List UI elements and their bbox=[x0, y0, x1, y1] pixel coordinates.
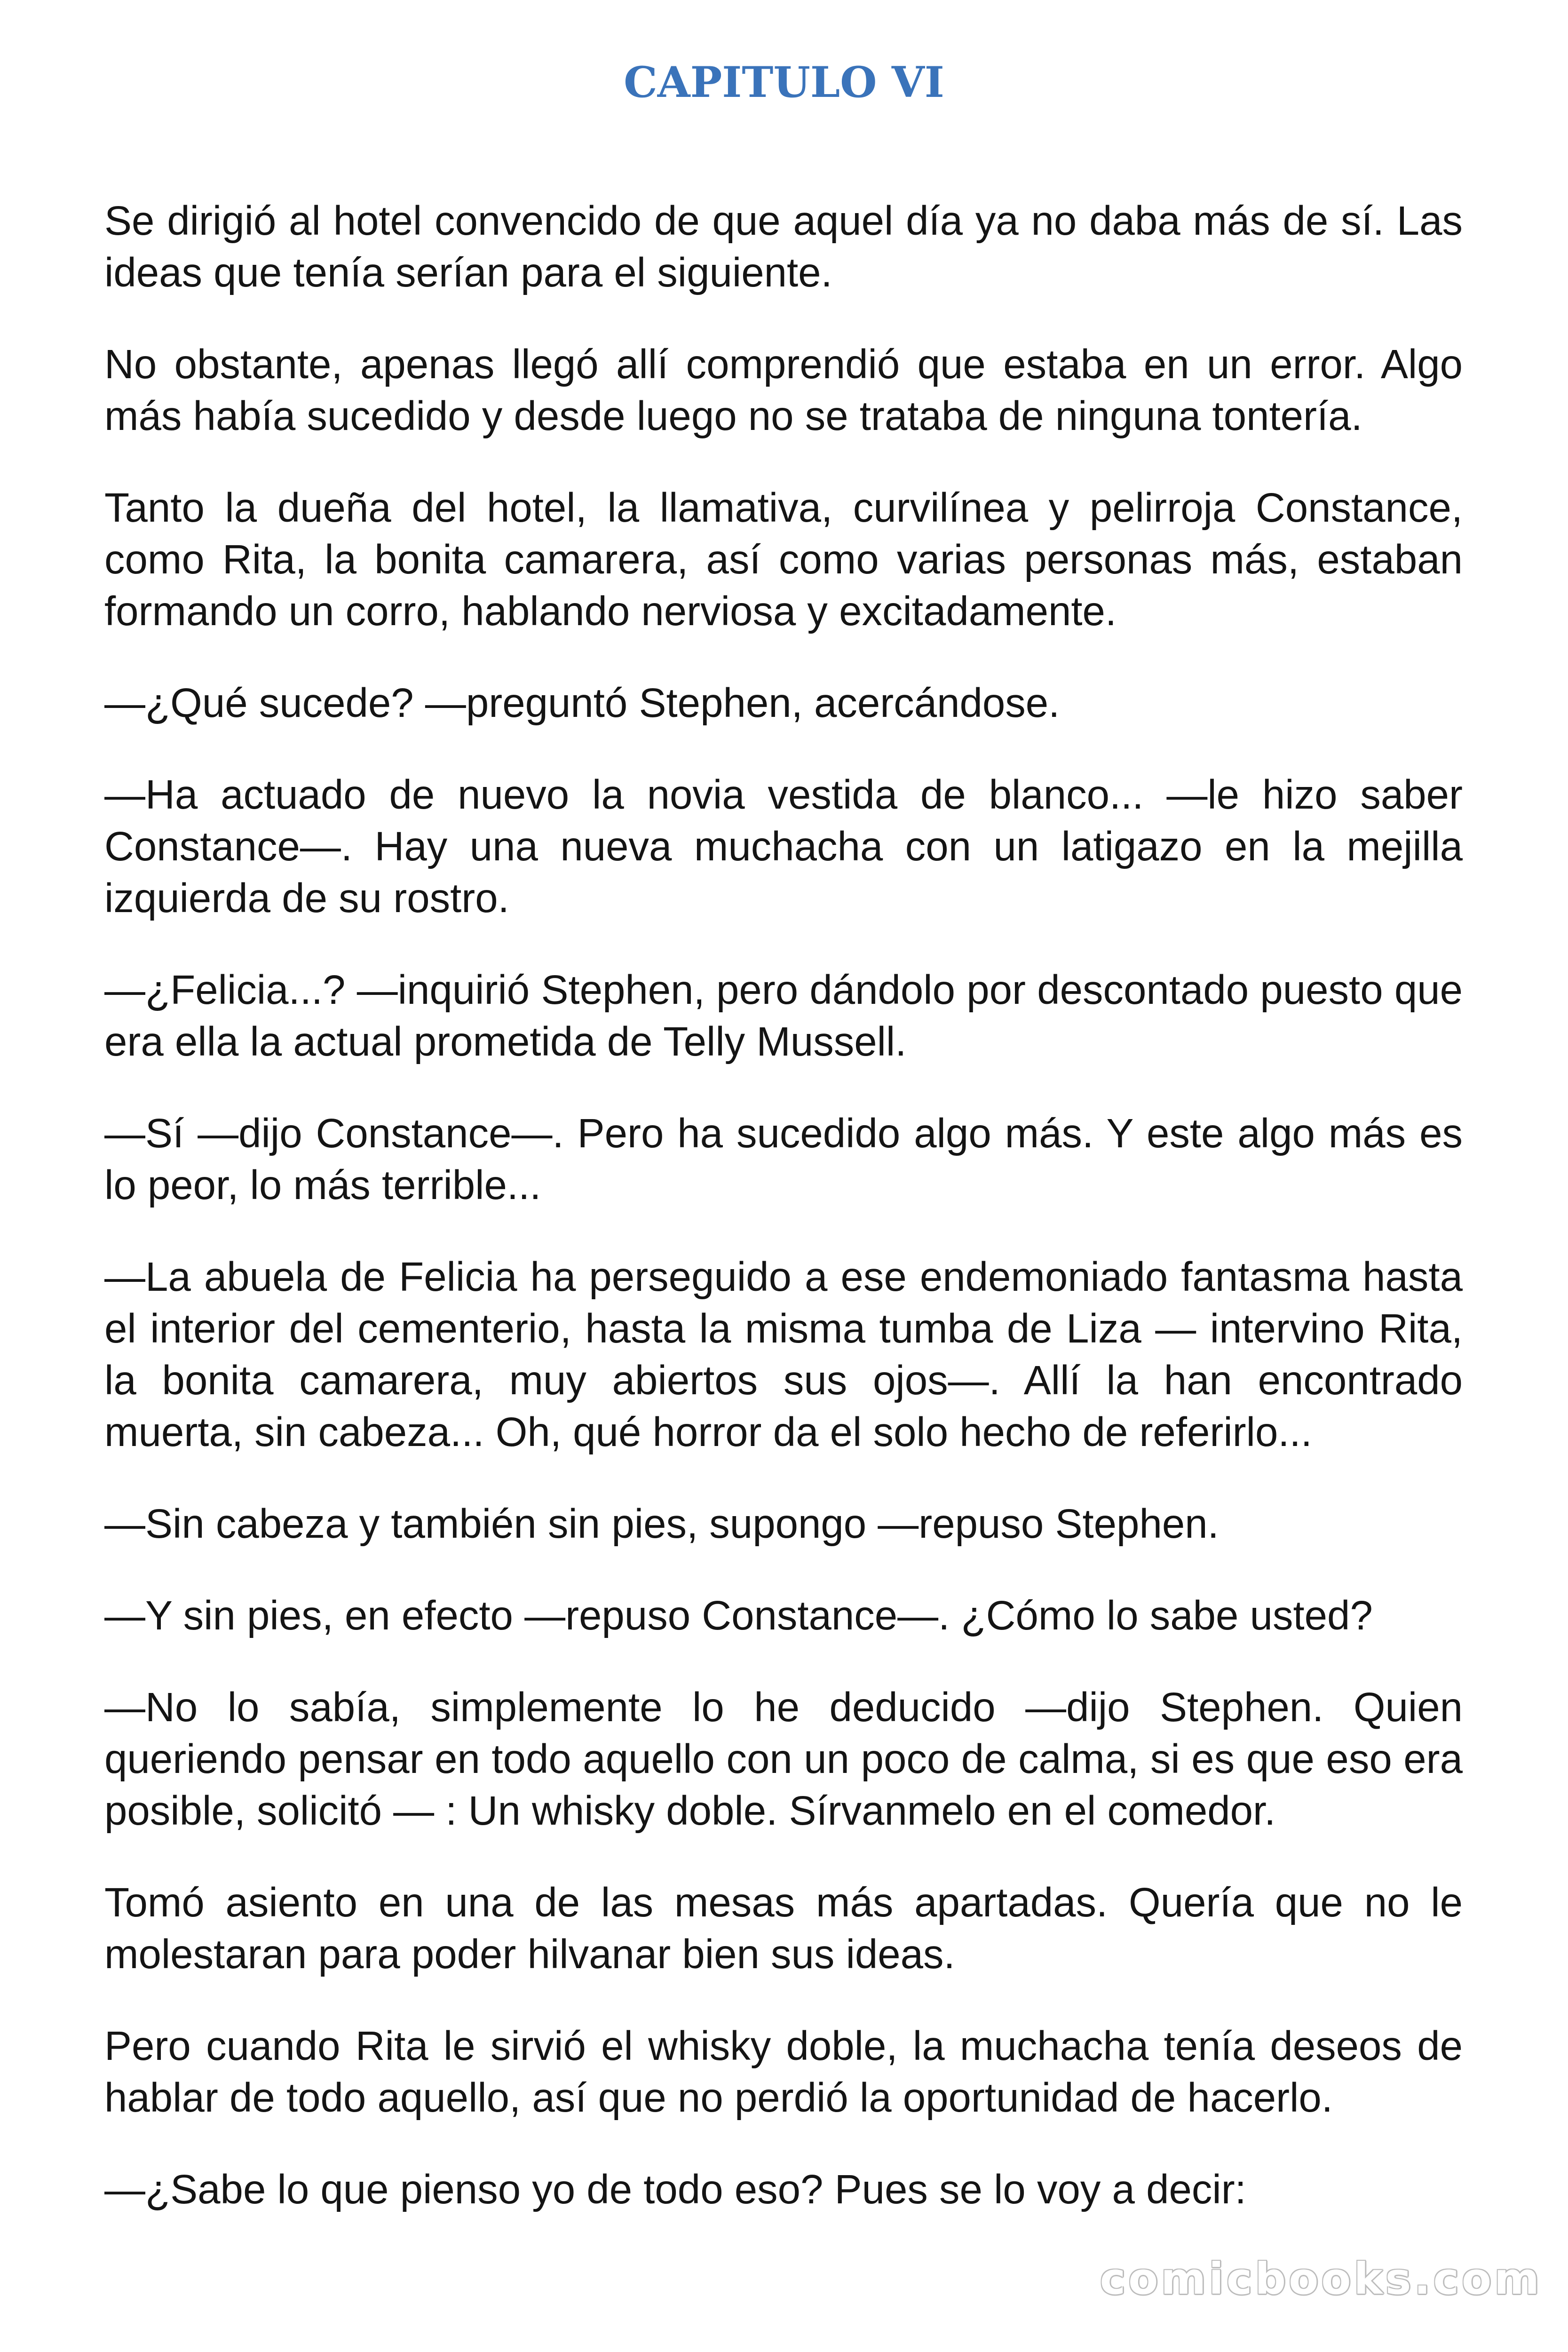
watermark: comicbooks.com bbox=[1100, 2254, 1542, 2304]
chapter-title: CAPITULO VI bbox=[624, 57, 944, 107]
paragraph: —Sin cabeza y también sin pies, supongo —repuso Stephen. bbox=[104, 1501, 1219, 1547]
paragraph: —La abuela de Felicia ha perseguido a ese endemoniado fantasma hasta el interior del cementerio, hasta la misma tumba de Liza — intervino Rita, la bonita camarera, muy abiertos sus ojos—. Allí la han encontrado muerta, sin cabeza... Oh, qué horror da el solo hecho de referirlo... bbox=[104, 1254, 1463, 1455]
paragraph: —Ha actuado de nuevo la novia vestida de blanco... —le hizo saber Constance—. Hay una nueva muchacha con un latigazo en la mejilla izquierda de su rostro. bbox=[104, 772, 1463, 921]
paragraph: —Y sin pies, en efecto —repuso Constance—. ¿Cómo lo sabe usted? bbox=[104, 1593, 1373, 1638]
paragraph: Pero cuando Rita le sirvió el whisky doble, la muchacha tenía deseos de hablar de todo aquello, así que no perdió la oportunidad de hacerlo. bbox=[104, 2023, 1463, 2121]
chapter-body bbox=[104, 195, 1463, 2256]
paragraph: Tomó asiento en una de las mesas más apartadas. Quería que no le molestaran para poder hilvanar bien sus ideas. bbox=[104, 1880, 1463, 1977]
paragraph: Tanto la dueña del hotel, la llamativa, curvilínea y pelirroja Constance, como Rita, la bonita camarera, así como varias personas más, estaban formando un corro, hablando nerviosa y excitadamente. bbox=[104, 485, 1463, 634]
paragraph: No obstante, apenas llegó allí comprendió que estaba en un error. Algo más había sucedido y desde luego no se trataba de ninguna tontería. bbox=[104, 342, 1463, 439]
paragraph: —¿Qué sucede? —preguntó Stephen, acercándose. bbox=[104, 680, 1060, 726]
paragraph: Se dirigió al hotel convencido de que aquel día ya no daba más de sí. Las ideas que tenía serían para el siguiente. bbox=[104, 198, 1463, 295]
paragraph: —¿Felicia...? —inquirió Stephen, pero dándolo por descontado puesto que era ella la actual prometida de Telly Mussell. bbox=[104, 967, 1463, 1065]
paragraph: —No lo sabía, simplemente lo he deducido —dijo Stephen. Quien queriendo pensar en todo aquello con un poco de calma, si es que eso era posible, solicitó — : Un whisky doble. Sírvanmelo en el comedor. bbox=[104, 1685, 1463, 1834]
paragraph: —¿Sabe lo que pienso yo de todo eso? Pues se lo voy a decir: bbox=[104, 2167, 1246, 2212]
paragraph: —Sí —dijo Constance—. Pero ha sucedido algo más. Y este algo más es lo peor, lo más terrible... bbox=[104, 1111, 1463, 1208]
